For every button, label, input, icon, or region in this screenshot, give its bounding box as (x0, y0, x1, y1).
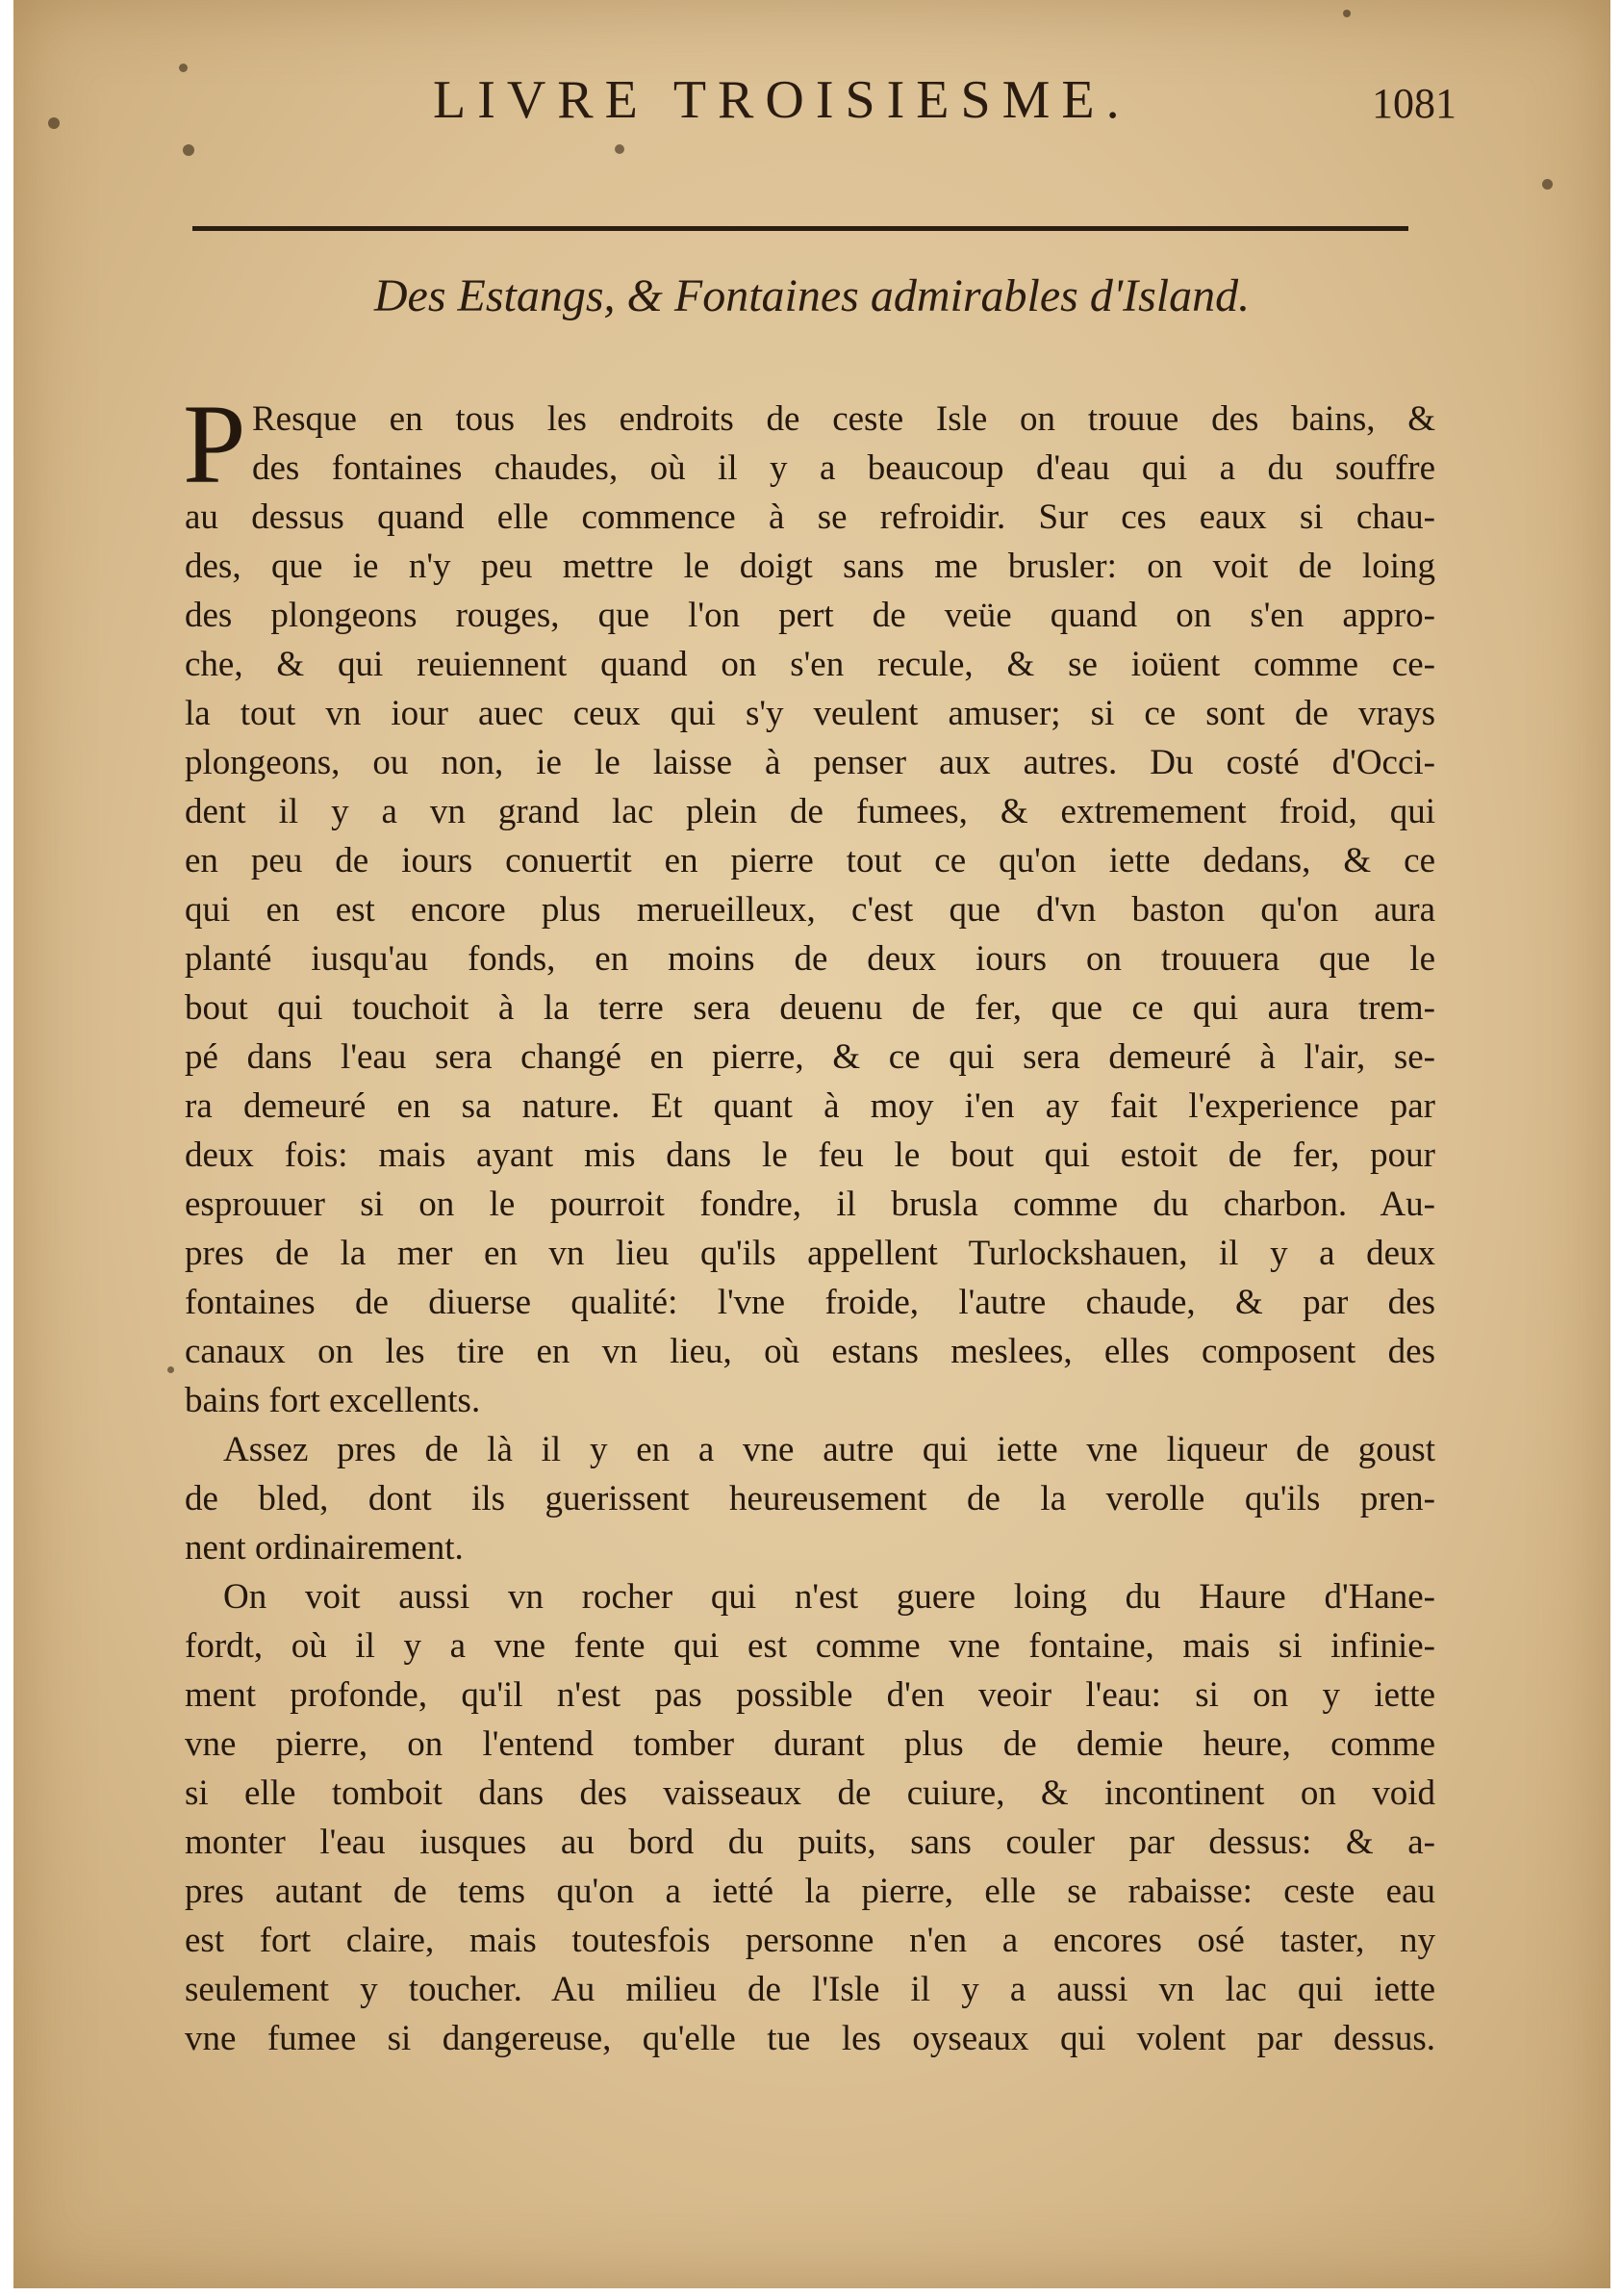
text-line: de bled, dont ils guerissent heureusement de la verolle qu'ils pren- (185, 1479, 1435, 1518)
body-text (183, 381, 1435, 2063)
text-line: bains fort excellents. (185, 1381, 481, 1420)
text-line: pé dans l'eau sera changé en pierre, & ce qui sera demeuré à l'air, se- (185, 1037, 1435, 1077)
header-rule (192, 226, 1408, 231)
text-line: qui en est encore plus merueilleux, c'est que d'vn baston qu'on aura (185, 890, 1435, 930)
text-line: Assez pres de là il y en a vne autre qui iette vne liqueur de goust (223, 1430, 1435, 1469)
section-title: Des Estangs, & Fontaines admirables d'Island. (373, 270, 1251, 321)
drop-cap: P (183, 381, 246, 507)
text-line: che, & qui reuiennent quand on s'en recule, & se ioüent comme ce- (185, 645, 1435, 684)
text-line: la tout vn iour auec ceux qui s'y veulent amuser; si ce sont de vrays (185, 694, 1435, 733)
text-line: est fort claire, mais toutesfois personne n'en a encores osé taster, ny (185, 1921, 1435, 1960)
text-line: des plongeons rouges, que l'on pert de veüe quand on s'en appro- (185, 596, 1435, 635)
ink-speck (1542, 179, 1553, 190)
text-line: On voit aussi vn rocher qui n'est guere loing du Haure d'Hane- (223, 1577, 1435, 1617)
text-line: si elle tomboit dans des vaisseaux de cuiure, & incontinent on void (185, 1773, 1435, 1813)
text-line: pres de la mer en vn lieu qu'ils appellent Turlockshauen, il y a deux (185, 1234, 1435, 1273)
page-number: 1081 (1372, 80, 1456, 127)
text-line: bout qui touchoit à la terre sera deuenu de fer, que ce qui aura trem- (185, 988, 1435, 1028)
text-line: au dessus quand elle commence à se refroidir. Sur ces eaux si chau- (185, 497, 1435, 537)
ink-speck (167, 1366, 174, 1373)
text-line: ment profonde, qu'il n'est pas possible d'en veoir l'eau: si on y iette (185, 1675, 1435, 1715)
text-line: pres autant de tems qu'on a ietté la pierre, elle se rabaisse: ceste eau (185, 1872, 1435, 1911)
ink-speck (1343, 10, 1351, 17)
text-line: vne fumee si dangereuse, qu'elle tue les oyseaux qui volent par dessus. (185, 2019, 1435, 2058)
text-line: vne pierre, on l'entend tomber durant plus de demie heure, comme (185, 1724, 1435, 1764)
ink-speck (183, 144, 194, 156)
text-line: esprouuer si on le pourroit fondre, il brusla comme du charbon. Au- (185, 1185, 1435, 1224)
running-title: LIVRE TROISIESME. (433, 70, 1131, 130)
text-line: en peu de iours conuertit en pierre tout ce qu'on iette dedans, & ce (185, 841, 1435, 880)
text-line: seulement y toucher. Au milieu de l'Isle il y a aussi vn lac qui iette (185, 1970, 1435, 2009)
ink-speck (615, 144, 624, 154)
text-line: fordt, où il y a vne fente qui est comme vne fontaine, mais si infinie- (185, 1626, 1435, 1666)
page-header (13, 58, 1610, 135)
text-line: des, que ie n'y peu mettre le doigt sans me brusler: on voit de loing (185, 547, 1435, 586)
text-line: dent il y a vn grand lac plein de fumees, & extremement froid, qui (185, 792, 1435, 831)
text-line: deux fois: mais ayant mis dans le feu le bout qui estoit de fer, pour (185, 1135, 1435, 1175)
book-page (13, 0, 1610, 2288)
text-line: planté iusqu'au fonds, en moins de deux iours on trouuera que le (185, 939, 1435, 979)
text-line: canaux on les tire en vn lieu, où estans meslees, elles composent des (185, 1332, 1435, 1371)
text-line: plongeons, ou non, ie le laisse à penser aux autres. Du costé d'Occi- (185, 743, 1435, 782)
text-line: des fontaines chaudes, où il y a beaucoup d'eau qui a du souffre (252, 448, 1435, 488)
text-line: monter l'eau iusques au bord du puits, sans couler par dessus: & a- (185, 1823, 1435, 1862)
text-line: ra demeuré en sa nature. Et quant à moy i'en ay fait l'experience par (185, 1086, 1435, 1126)
text-line: fontaines de diuerse qualité: l'vne froide, l'autre chaude, & par des (185, 1283, 1435, 1322)
text-line: nent ordinairement. (185, 1528, 464, 1568)
text-line: Resque en tous les endroits de ceste Isle on trouue des bains, & (252, 399, 1435, 439)
